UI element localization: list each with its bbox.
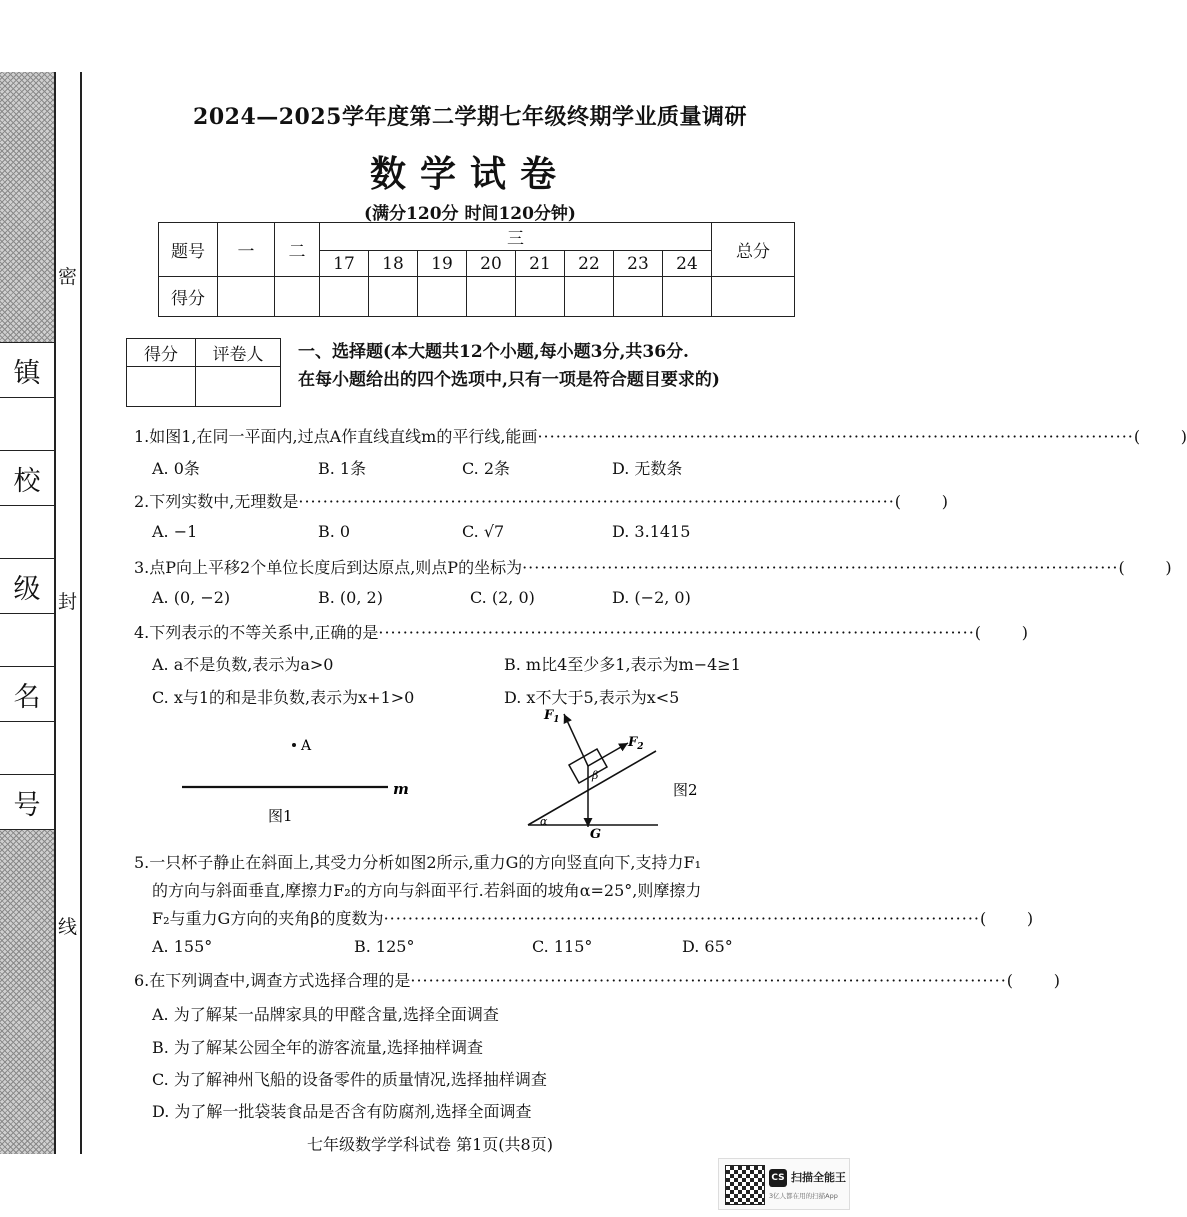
exam-title-line1: 2024—2025学年度第二学期七年级终期学业质量调研: [193, 104, 747, 130]
answer-parentheses[interactable]: ( ): [979, 909, 1034, 928]
f1-label: $F_1$: [544, 708, 560, 725]
q1-option-d[interactable]: D. 无数条: [612, 459, 683, 478]
score-cell[interactable]: [369, 277, 418, 317]
leader-dots: ··································································································: [410, 971, 1007, 990]
q4-option-a[interactable]: A. a不是负数,表示为a>0: [152, 655, 334, 674]
binding-line-inner: [54, 72, 56, 1154]
score-cell[interactable]: [275, 277, 320, 317]
seal-char-feng: 封: [58, 591, 78, 613]
q2-option-d[interactable]: D. 3.1415: [612, 522, 691, 541]
exam-title: 数学试卷: [369, 153, 570, 195]
camscanner-logo-icon: CS: [769, 1169, 787, 1187]
leader-dots: ··································································································: [383, 909, 980, 928]
question-1: [134, 424, 1187, 447]
leader-dots: ··································································································: [522, 558, 1119, 577]
beta-label: β: [592, 769, 599, 782]
score-table-header-label: 题号: [159, 223, 218, 277]
scanner-watermark: [718, 1158, 850, 1210]
q1-option-c[interactable]: C. 2条: [462, 459, 511, 478]
grader-box: [126, 338, 281, 407]
binding-strip: [0, 72, 82, 1154]
q6-option-c[interactable]: C. 为了解神州飞船的设备零件的质量情况,选择抽样调查: [152, 1070, 547, 1089]
binding-line-outer: [80, 72, 82, 1154]
q2-option-c[interactable]: C. √7: [462, 522, 505, 541]
score-cell[interactable]: [218, 277, 275, 317]
score-cell[interactable]: [565, 277, 614, 317]
answer-parentheses[interactable]: ( ): [1118, 558, 1172, 577]
hatched-area-bottom: [0, 830, 55, 1154]
grader-score-label: 得分: [127, 339, 196, 367]
question-stem: 2.下列实数中,无理数是: [134, 492, 299, 511]
section-heading-line2: 在每小题给出的四个选项中,只有一项是符合题目要求的): [298, 370, 720, 390]
question-2: [134, 489, 948, 512]
q4-option-c[interactable]: C. x与1的和是非负数,表示为x+1>0: [152, 688, 415, 707]
question-stem: 4.下列表示的不等关系中,正确的是: [134, 623, 379, 642]
answer-parentheses[interactable]: ( ): [1006, 971, 1060, 990]
score-cell[interactable]: [712, 277, 795, 317]
q3-option-c[interactable]: C. (2, 0): [470, 588, 535, 607]
q4-option-b[interactable]: B. m比4至少多1,表示为m−4≥1: [504, 655, 741, 674]
hatched-area-top: [0, 72, 55, 342]
scanner-app-name: 扫描全能王: [791, 1171, 846, 1184]
score-col-two: 二: [275, 223, 320, 277]
q3-option-a[interactable]: A. (0, −2): [152, 588, 231, 607]
score-sub-col: 23: [614, 251, 663, 277]
score-cell[interactable]: [516, 277, 565, 317]
score-cell[interactable]: [614, 277, 663, 317]
field-number[interactable]: 号: [0, 774, 54, 830]
field-class[interactable]: 级: [0, 558, 54, 614]
score-col-one: 一: [218, 223, 275, 277]
score-table: [158, 222, 795, 317]
question-stem-line3: F₂与重力G方向的夹角β的度数为: [152, 909, 384, 928]
alpha-label: α: [540, 815, 548, 828]
question-6: [134, 968, 1060, 991]
field-name[interactable]: 名: [0, 666, 54, 722]
question-5-line2: 的方向与斜面垂直,摩擦力F₂的方向与斜面平行.若斜面的坡角α=25°,则摩擦力: [152, 881, 702, 900]
q5-option-b[interactable]: B. 125°: [354, 937, 415, 956]
q6-option-b[interactable]: B. 为了解某公园全年的游客流量,选择抽样调查: [152, 1038, 484, 1057]
field-town[interactable]: 镇: [0, 342, 54, 398]
question-4: [134, 620, 1028, 643]
score-sub-col: 17: [320, 251, 369, 277]
score-sub-col: 18: [369, 251, 418, 277]
figure-1-caption: 图1: [268, 807, 293, 825]
question-stem: 1.如图1,在同一平面内,过点A作直线直线m的平行线,能画: [134, 427, 538, 446]
score-sub-col: 19: [418, 251, 467, 277]
force-f1-arrow: [564, 714, 588, 766]
q3-option-d[interactable]: D. (−2, 0): [612, 588, 691, 607]
exam-subtitle: (满分120分 时间120分钟): [364, 204, 576, 224]
section-heading: [298, 338, 838, 394]
question-3: [134, 555, 1172, 578]
question-stem-line1: 5.一只杯子静止在斜面上,其受力分析如图2所示,重力G的方向竖直向下,支持力F₁: [134, 853, 702, 872]
q3-option-b[interactable]: B. (0, 2): [318, 588, 383, 607]
figure-1: [170, 730, 420, 830]
grader-name-cell[interactable]: [196, 367, 281, 407]
grader-name-label: 评卷人: [196, 339, 281, 367]
q5-option-a[interactable]: A. 155°: [152, 937, 213, 956]
q2-option-a[interactable]: A. −1: [152, 522, 198, 541]
q6-option-a[interactable]: A. 为了解某一品牌家具的甲醛含量,选择全面调查: [152, 1005, 499, 1024]
seal-char-mi: 密: [58, 266, 78, 288]
answer-parentheses[interactable]: ( ): [974, 623, 1028, 642]
score-col-three: 三: [320, 223, 712, 251]
score-row-label: 得分: [159, 277, 218, 317]
point-a-label: A: [301, 738, 312, 754]
question-stem: 6.在下列调查中,调查方式选择合理的是: [134, 971, 411, 990]
score-cell[interactable]: [320, 277, 369, 317]
leader-dots: ··································································································: [298, 492, 895, 511]
q1-option-b[interactable]: B. 1条: [318, 459, 367, 478]
line-m-label: m: [393, 780, 409, 798]
f2-label: $F_2$: [628, 735, 644, 752]
q2-option-b[interactable]: B. 0: [318, 522, 351, 541]
point-a-dot: [292, 743, 296, 747]
figure-2-caption: 图2: [673, 781, 698, 799]
score-sub-col: 24: [663, 251, 712, 277]
score-sub-col: 22: [565, 251, 614, 277]
score-col-total: 总分: [712, 223, 795, 277]
scanner-tagline: 3亿人都在用的扫描App: [769, 1192, 838, 1200]
q5-option-c[interactable]: C. 115°: [532, 937, 593, 956]
qr-code-icon: [725, 1165, 765, 1205]
score-cell[interactable]: [663, 277, 712, 317]
leader-dots: ··································································································: [537, 427, 1134, 446]
question-5-line3: [152, 906, 1034, 929]
figure-2: [520, 705, 720, 845]
q4-option-d[interactable]: D. x不大于5,表示为x<5: [504, 688, 680, 707]
score-cell[interactable]: [418, 277, 467, 317]
grader-score-cell[interactable]: [127, 367, 196, 407]
q1-option-a[interactable]: A. 0条: [152, 459, 200, 478]
leader-dots: ··································································································: [378, 623, 975, 642]
score-cell[interactable]: [467, 277, 516, 317]
q6-option-d[interactable]: D. 为了解一批袋装食品是否含有防腐剂,选择全面调查: [152, 1102, 532, 1121]
page-footer: 七年级数学学科试卷 第1页(共8页): [307, 1135, 553, 1154]
score-sub-col: 20: [467, 251, 516, 277]
question-stem: 3.点P向上平移2个单位长度后到达原点,则点P的坐标为: [134, 558, 523, 577]
question-5: [134, 850, 701, 873]
answer-parentheses[interactable]: ( ): [894, 492, 948, 511]
field-school[interactable]: 校: [0, 450, 54, 506]
seal-char-xian: 线: [58, 916, 78, 938]
answer-parentheses[interactable]: ( ): [1133, 427, 1187, 446]
score-sub-col: 21: [516, 251, 565, 277]
q5-option-d[interactable]: D. 65°: [682, 937, 733, 956]
g-label: G: [590, 827, 602, 842]
section-heading-line1: 一、选择题(本大题共12个小题,每小题3分,共36分.: [298, 342, 689, 362]
